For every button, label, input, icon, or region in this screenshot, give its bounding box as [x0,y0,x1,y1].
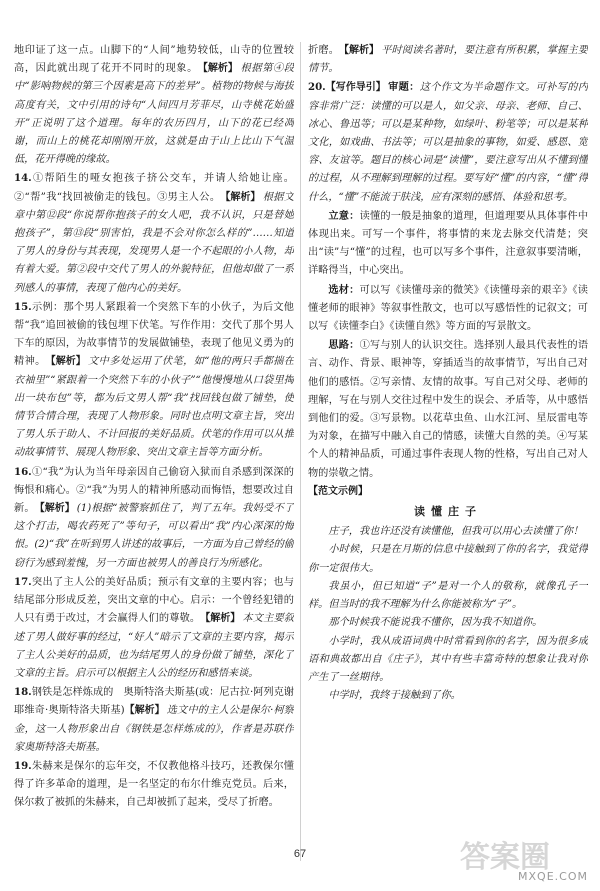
answer-item [308,78,588,206]
column-divider [300,42,301,861]
question-number: 17. [14,575,32,588]
guide-paragraph-text [308,336,588,483]
answer-body: 钢铁是怎样炼成的 奥斯特洛夫斯基(或：尼古拉·阿列克谢耶维奇·奥斯特洛夫斯基) [14,687,294,717]
svg-text:答案圈: 答案圈 [460,840,550,875]
answer-text [14,298,294,463]
guide-text: ①写与别人的认识交往。选择别人最具代表性的语言、动作、背景、眼神等，穿插适当的故事情节，写出自己对他们的感悟。②写亲情、友情的故事。写自己对父母、老师的理解，写在与别人交往过程中发生的误会、矛盾等，从中感悟到他们的爱。③写景物。以花草虫鱼、山水江河、星辰雷电等为对象，在描写中融入自己的情感，读懂大自然的美。④写某个人的精神品质，可通过事件表现人物的性格，写出自己对人物的崇敬之情。 [308,340,588,479]
guide-paragraph [308,281,588,337]
page-number: 67 [293,848,307,860]
answer-body: 折磨。 [308,45,340,56]
guide-text: 可以写《读懂母亲的微笑》《读懂母亲的艰辛》《读懂老师的眼神》等叙事性散文，也可以写感悟性的记叙文；可以写《读懂李白》《读懂自然》等方面的写景散文。 [308,284,588,333]
essay-paragraph: 中学时，我终于接触到了你。 [328,690,461,702]
essay-body [308,523,588,705]
answer-text [14,573,294,683]
answer-text [14,42,294,169]
analysis-tag: 【解析】 [339,45,380,56]
analysis-text: 本文主要叙述了男人做好事的经过，“好人”暗示了文章的主要内容，揭示了主人公美好的品质，也为结尾男人的身份做了铺垫，深化了文章的主旨。启示可以根据主人公的经历和感悟来谈。 [14,613,294,679]
question-number: 20. [308,81,326,94]
analysis-text: 根据文章中第⑫段“你说帮你抱孩子的女人吧，我不认识，只是替她抱孩子”，第⑬段“别害怕，我是不会对你怎么样的”……知道了男人的身份与其表现，发现男人是一个不起眼的小人物，却有着大爱。第②段中交代了男人的外貌特征，但他却做了一系列感人的事情，表现了他内心的美好。 [14,191,294,294]
analysis-tag: 【解析】 [200,613,241,625]
watermark-text: MXQE.COM [518,870,588,883]
right-column [308,42,588,861]
answer-body: 朱赫来是保尔的忘年交，不仅教他格斗技巧，还教保尔懂得了许多革命的道理，是一名坚定的布尔什维克党员。后来，保尔救了被抓的朱赫来，自己却被抓了起来，受尽了折磨。 [14,760,294,809]
answer-item [14,573,294,683]
analysis-tag: 【解析】 [34,503,75,515]
watermark [454,833,594,885]
question-number: 18. [14,686,32,699]
answer-body: ①帮陌生的哑女抱孩子挤公交车，并请人给她让座。②“帮”我“找回被偷走的钱包。③男主人公。 [14,173,294,203]
answer-body: ①“我”为认为当年母亲因自己偷窃入狱而自杀感到深深的悔恨和痛心。②“我”为男人的精神所感动而悔悟，想要改过自新。 [14,466,294,515]
answer-item [14,683,294,757]
essay-paragraph: 庄子，我也许还没有读懂他，但我可以用心去读懂了你！ [328,526,584,538]
answer-body: 地印证了这一点。山脚下的“人间”地势较低，山寺的位置较高，因此就出现了花开不同时的现象。 [14,45,294,75]
essay-paragraph: 小学时，我从成语词典中时常看到你的名字，因为很多成语和典故都出自《庄子》，其中有些丰富奇特的想象让我对你产生了一丝期待。 [308,635,588,683]
analysis-text: (1)根据“被警察抓住了，判了五年。我妈受不了这个打击，喝农药死了”等句子，可以看出“我”内心深深的悔恨。(2)“我”在听到男人讲述的故事后，一方面为自己曾经的偷窃行为感到羞愧，另一方面也被男人的善良行为所感化。 [14,503,294,569]
question-number: 14. [14,172,32,185]
guide-subheading: 审题： [387,81,420,94]
answer-item [14,169,294,297]
analysis-text: 选文中的主人公是保尔·柯察金，这一人物形象出自《钢铁是怎样炼成的》，作者是苏联作家奥斯特洛夫斯基。 [14,705,294,753]
guide-subheading: 选材： [328,283,360,296]
answer-text [308,78,588,206]
answer-continuation [308,42,588,78]
question-number: 19. [14,759,32,772]
analysis-tag: 【解析】 [124,705,165,717]
analysis-text: 文中多处运用了伏笔，如“他的两只手都揣在衣袖里”“紧跟着一个突然下车的小伙子”“他慢慢地从口袋里掏出一块布包”等，都为后文男人帮“我”找回钱包做了铺垫，使情节合情合理，表现了人物形象。同时也点明文章主旨，突出了男人乐于助人、不计回报的美好品质。伏笔的作用可以从推动故事情节、展现人物形象、突出文章主旨等方面分析。 [14,356,294,459]
analysis-tag: 【写作导引】 [325,82,386,94]
essay-paragraph: 我虽小，但已知道“子”是对一个人的敬称，就像孔子一样。但当时的我不理解为什么你能被称为“子”。 [308,580,588,611]
analysis-text: 根据第④段中“影响物候的第三个因素是高下的差异”。植物的物候与海拔高度有关，文中引用的诗句“人间四月芳菲尽，山寺桃花始盛开”正说明了这个道理。每年的农历四月，山下的花已经凋谢，而山上的桃花却刚刚开放，这就是由于山上比山下气温低，花开得晚的缘故。 [14,63,294,166]
essay-title: 读懂庄子 [414,505,482,519]
answer-body: 突出了主人公的美好品质；预示有文章的主要内容；也与结尾部分形成反差，突出文章的中心。启示：一个曾经犯错的人只有勇于改过，才会赢得人们的尊敬。 [14,576,294,625]
section-heading-label: 【范文示例】 [308,485,368,497]
analysis-text: 这个作文为半命题作文。可补写的内容非常广泛：读懂的可以是人，如父亲、母亲、老师、自己、冰心、鲁迅等；可以是某种物，如绿叶、粉笔等；可以是某种文化，如戏曲、书法等；可以是抽象的事物，如爱、感恩、宽容、友谊等。题目的核心词是“读懂”，要注意写出从不懂到懂的过程，从不理解到理解的过程。要写好“懂”的内容，“懂”得什么，“懂”不能流于肤浅，应有深刻的感悟、体验和思考。 [308,82,588,203]
answer-item [14,463,294,573]
question-number: 15. [14,300,32,313]
answer-item [14,757,294,813]
essay-paragraph: 那个时候我不能说我不懂你，因为我不知道你。 [328,617,543,629]
guide-text: 读懂的一般是抽象的道理，但道理要从具体事件中体现出来。可写一个事件，将事情的来龙去脉交代清楚；突出“读”与“懂”的过程，也可以写多个事件，注意叙事要清晰，详略得当，中心突出。 [308,210,588,277]
guide-subheading: 立意： [328,209,360,222]
answer-continuation [14,42,294,169]
guide-paragraph-text [308,281,588,337]
guide-paragraph [308,336,588,483]
guide-paragraph [308,207,588,281]
left-column [14,42,294,861]
essay-paragraph: 小时候，只是在月斯的信息中接触到了你的名字，我觉得你一定很伟大。 [308,544,588,574]
guide-paragraph-text [308,207,588,281]
analysis-tag: 【解析】 [45,356,86,368]
analysis-text: 平时阅读名著时，要注意有所积累，掌握主要情节。 [308,45,588,75]
answer-item [14,298,294,463]
answer-text [14,683,294,757]
answer-body: 示例：那个男人紧跟着一个突然下车的小伙子，为后文他帮“我”追回被偷的钱包埋下伏笔。写作作用：交代了那个男人下车的原因，为故事情节的发展做铺垫，表现了他见义勇为的精神。 [14,301,294,368]
analysis-tag: 【解析】 [220,191,261,203]
guide-subheading: 思路： [328,339,360,352]
answer-text [308,42,588,78]
answer-text [14,463,294,573]
question-number: 16. [14,465,32,478]
answer-text [14,169,294,297]
section-heading [308,483,588,501]
answer-text [14,757,294,813]
analysis-tag: 【解析】 [197,63,238,75]
